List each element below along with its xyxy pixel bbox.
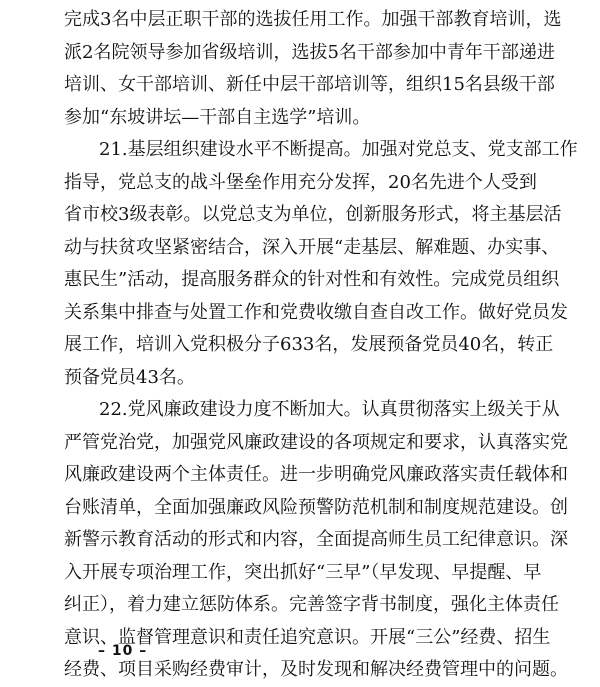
text-line: 关系集中排查与处置工作和党费收缴自查自改工作。做好党员发 <box>64 301 568 323</box>
text-line: 展工作，培训入党积极分子633名，发展预备党员40名，转正 <box>64 334 554 355</box>
text-line: 严管党治党，加强党风廉政建设的各项规定和要求，认真落实党 <box>64 431 568 453</box>
text-line: 指导，党总支的战斗堡垒作用充分发挥，20名先进个人受到 <box>64 171 537 193</box>
section-21-heading-line: 21.基层组织建设水平不断提高。加强对党总支、党支部工作 <box>99 139 578 160</box>
text-line: 参加“东坡讲坛—干部自主选学”培训。 <box>64 106 371 128</box>
text-line: 入开展专项治理工作，突出抓好“三早”（早发现、早提醒、早 <box>64 561 542 583</box>
text-line: 预备党员43名。 <box>64 366 195 388</box>
section-22-heading-line: 22.党风廉政建设力度不断加大。认真贯彻落实上级关于从 <box>99 399 560 420</box>
text-line: 省市校3级表彰。以党总支为单位，创新服务形式，将主基层活 <box>64 204 562 225</box>
text-line: 纠正），着力建立惩防体系。完善签字背书制度，强化主体责任 <box>64 594 559 615</box>
text-line: 完成3名中层正职干部的选拔任用工作。加强干部教育培训，选 <box>64 9 562 30</box>
text-line: 台账清单，全面加强廉政风险预警防范机制和制度规范建设。创 <box>64 496 568 518</box>
text-line: 惠民生”活动，提高服务群众的针对性和有效性。完成党员组织 <box>64 269 560 290</box>
text-line: 风廉政建设两个主体责任。进一步明确党风廉政落实责任载体和 <box>64 464 568 485</box>
text-line: 意识、监督管理意识和责任追究意识。开展“三公”经费、招生 <box>64 626 551 648</box>
text-line: 动与扶贫攻坚紧密结合，深入开展“走基层、解难题、办实事、 <box>64 236 560 258</box>
page-number: – 10 – <box>98 643 148 659</box>
text-line: 经费、项目采购经费审计，及时发现和解决经费管理中的问题。 <box>64 659 568 680</box>
body-text <box>64 4 578 687</box>
text-line: 派2名院领导参加省级培训，选拔5名干部参加中青年干部递进 <box>64 41 555 63</box>
text-line: 培训、女干部培训、新任中层干部培训等，组织15名县级干部 <box>64 74 555 95</box>
text-line: 新警示教育活动的形式和内容，全面提高师生员工纪律意识。深 <box>64 529 568 550</box>
